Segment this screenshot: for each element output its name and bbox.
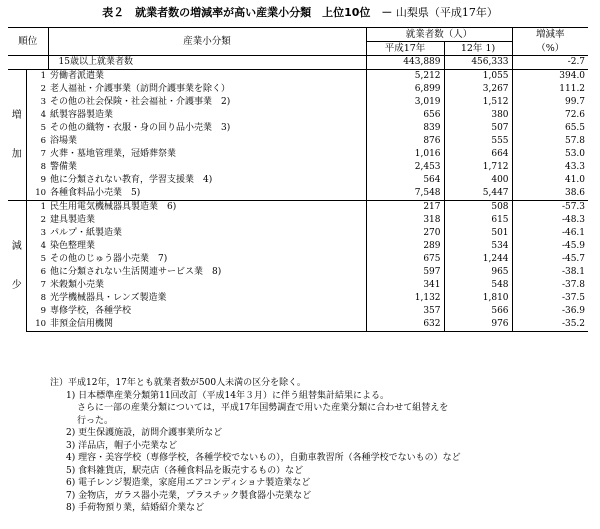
rate-cell: 38.6	[512, 187, 588, 201]
title-label: 表２ 就業者数の増減率が高い産業小分類 上位10位 －	[102, 6, 393, 19]
rate-cell: 65.5	[512, 122, 588, 135]
industry-cell: 紙製容器製造業	[50, 110, 114, 120]
rank-cell: 4	[26, 240, 48, 253]
h17-cell: 1,132	[366, 292, 444, 305]
industry-cell: パルプ・紙製造業	[50, 228, 123, 238]
h17-cell: 6,899	[366, 83, 444, 96]
industry-cell: 労働者派遣業	[48, 70, 366, 84]
group-increase-char2: 加	[11, 149, 22, 160]
rank-cell: 7	[26, 279, 48, 292]
table-row	[8, 201, 588, 215]
h17-cell: 341	[366, 279, 444, 292]
rate-cell: -46.1	[512, 227, 588, 240]
rank-cell: 9	[26, 174, 48, 187]
total-rate: -2.7	[512, 56, 588, 70]
rate-cell: -48.3	[512, 214, 588, 227]
table-row	[8, 318, 588, 332]
rate-cell: 111.2	[512, 83, 588, 96]
header-row	[8, 28, 588, 42]
industry-cell: 警備業	[50, 162, 78, 172]
industry-cell: その他のじゅう器小売業 7)	[50, 254, 168, 264]
h17-cell: 597	[366, 266, 444, 279]
group-decrease	[8, 201, 26, 332]
footnotes	[50, 377, 595, 515]
industry-cell: その他の社会保険・社会福祉・介護事業 2)	[50, 97, 231, 107]
h17-cell: 5,212	[366, 70, 444, 84]
rank-cell: 7	[26, 148, 48, 161]
rate-cell: -37.8	[512, 279, 588, 292]
h12-cell: 976	[444, 318, 512, 332]
table-row	[8, 70, 588, 84]
table-row	[8, 161, 588, 174]
table-row	[8, 148, 588, 161]
rank-cell: 3	[26, 227, 48, 240]
table-row	[8, 122, 588, 135]
h12-cell: 501	[444, 227, 512, 240]
h17-cell: 1,016	[366, 148, 444, 161]
h17-cell: 357	[366, 305, 444, 318]
industry-cell: 光学機械器具・レンズ製造業	[50, 293, 167, 303]
h12-cell: 965	[444, 266, 512, 279]
note-8: 8) 手荷物預り業，結婚紹介業など	[66, 503, 205, 513]
rate-cell: -38.1	[512, 266, 588, 279]
rank-cell: 9	[26, 305, 48, 318]
group-increase-char1: 増	[11, 110, 22, 121]
h12-cell: 507	[444, 122, 512, 135]
rank-cell: 8	[26, 161, 48, 174]
table-title	[0, 4, 600, 20]
rate-cell: 41.0	[512, 174, 588, 187]
total-row	[8, 56, 588, 70]
h12-cell: 664	[444, 148, 512, 161]
h12-cell: 1,244	[444, 253, 512, 266]
note-1-cont2: 行った。	[77, 415, 114, 426]
table-row	[8, 266, 588, 279]
note-7: 7) 金物店，ガラス器小売業，プラスチック製食器小売業など	[66, 490, 312, 501]
h12-cell: 400	[444, 174, 512, 187]
note-1: 1) 日本標準産業分類第11回改訂（平成14年３月）に伴う組替集計結果による。	[66, 390, 390, 401]
rate-cell: 53.0	[512, 148, 588, 161]
industry-cell: 染色整理業	[50, 241, 96, 251]
group-decrease-char2: 少	[11, 280, 22, 292]
h17-cell: 289	[366, 240, 444, 253]
note-5: 5) 食料雑貨店，駅売店（各種食料品を販売するもの）など	[66, 465, 304, 476]
h17-cell: 318	[366, 214, 444, 227]
h12-cell: 5,447	[444, 187, 512, 201]
data-table	[8, 27, 588, 332]
rank-cell: 6	[26, 135, 48, 148]
header-year17: 平成17年	[366, 42, 444, 56]
h12-cell: 615	[444, 214, 512, 227]
header-unit: （%）	[512, 42, 588, 56]
h17-cell: 876	[366, 135, 444, 148]
industry-cell: 非預金信用機関	[48, 318, 366, 332]
header-change: 増減率	[512, 28, 588, 42]
industry-cell: 浴場業	[50, 136, 78, 146]
table-row	[8, 187, 588, 201]
h12-cell: 555	[444, 135, 512, 148]
rank-cell: 10	[26, 187, 48, 201]
h17-cell: 839	[366, 122, 444, 135]
rank-cell: 5	[26, 122, 48, 135]
rate-cell: -37.5	[512, 292, 588, 305]
industry-cell: 米穀類小売業	[50, 280, 105, 290]
note-0: 注）平成12年，17年とも就業者数が500人未満の区分を除く。	[50, 378, 306, 388]
table-row	[8, 174, 588, 187]
industry-cell: 火葬・墓地管理業，冠婚葬祭業	[50, 149, 177, 159]
table-row	[8, 83, 588, 96]
table-row	[8, 96, 588, 109]
rank-cell: 3	[26, 96, 48, 109]
industry-cell: 専修学校，各種学校	[50, 306, 132, 316]
h12-cell: 1,512	[444, 96, 512, 109]
rate-cell: 394.0	[512, 70, 588, 84]
h17-cell: 675	[366, 253, 444, 266]
h17-cell: 3,019	[366, 96, 444, 109]
rank-cell: 8	[26, 292, 48, 305]
h12-cell: 3,267	[444, 83, 512, 96]
industry-cell: 他に分類されない生活関連サービス業 8)	[50, 267, 222, 277]
h17-cell: 270	[366, 227, 444, 240]
header-employed: 就業者数（人）	[366, 28, 512, 42]
group-decrease-char1: 減	[11, 241, 22, 253]
rank-cell: 10	[26, 318, 48, 332]
rate-cell: -36.9	[512, 305, 588, 318]
h17-cell: 217	[366, 201, 444, 215]
total-label: 15歳以上就業者数	[48, 56, 366, 70]
note-3: 3) 洋品店，帽子小売業など	[66, 440, 178, 451]
rank-cell: 1	[26, 70, 48, 84]
rate-cell: -35.2	[512, 318, 588, 332]
rate-cell: 43.3	[512, 161, 588, 174]
h17-cell: 632	[366, 318, 444, 332]
rate-cell: 72.6	[512, 109, 588, 122]
table-row	[8, 109, 588, 122]
header-rank: 順位	[8, 28, 48, 56]
h17-cell: 656	[366, 109, 444, 122]
h12-cell: 508	[444, 201, 512, 215]
rank-cell: 5	[26, 253, 48, 266]
rate-cell: 57.8	[512, 135, 588, 148]
industry-cell: 他に分類されない教育，学習支援業 4)	[50, 175, 213, 185]
industry-cell: 老人福祉・介護事業（訪問介護事業を除く）	[50, 84, 231, 94]
rate-cell: -45.7	[512, 253, 588, 266]
rank-cell: 2	[26, 214, 48, 227]
table-row	[8, 292, 588, 305]
h12-cell: 548	[444, 279, 512, 292]
note-2: 2) 更生保護施設，訪問介護事業所など	[66, 428, 223, 438]
note-1-cont: さらに一部の産業分類については，平成17年国勢調査で用いた産業分類に合わせて組替えを	[77, 403, 449, 413]
total-h17: 443,889	[366, 56, 444, 70]
rank-cell: 4	[26, 109, 48, 122]
rate-cell: 99.7	[512, 96, 588, 109]
industry-cell: その他の織物・衣服・身の回り品小売業 3)	[50, 123, 231, 133]
rank-cell: 6	[26, 266, 48, 279]
h12-cell: 534	[444, 240, 512, 253]
table-row	[8, 214, 588, 227]
h12-cell: 1,055	[444, 70, 512, 84]
h12-cell: 1,810	[444, 292, 512, 305]
h12-cell: 1,712	[444, 161, 512, 174]
header-year12: 12年 1)	[444, 42, 512, 56]
note-6: 6) 電子レンジ製造業，家庭用エアコンディショナ製造業など	[66, 478, 311, 488]
table-row	[8, 135, 588, 148]
note-4: 4) 理容・美容学校（専修学校，各種学校でないもの），自動車教習所（各種学校でないもの）など	[66, 453, 461, 463]
total-h12: 456,333	[444, 56, 512, 70]
industry-cell: 各種食料品小売業 5)	[50, 188, 141, 198]
rate-cell: -57.3	[512, 201, 588, 215]
title-suffix: 山梨県（平成17年）	[395, 6, 498, 19]
rank-cell: 1	[26, 201, 48, 215]
table-row	[8, 305, 588, 318]
rank-cell: 2	[26, 83, 48, 96]
table-row	[8, 253, 588, 266]
h17-cell: 2,453	[366, 161, 444, 174]
industry-cell: 建具製造業	[50, 215, 96, 225]
h12-cell: 380	[444, 109, 512, 122]
rate-cell: -45.9	[512, 240, 588, 253]
group-increase	[8, 70, 26, 201]
h12-cell: 566	[444, 305, 512, 318]
header-industry: 産業小分類	[48, 28, 366, 56]
h17-cell: 7,548	[366, 187, 444, 201]
table-row	[8, 227, 588, 240]
industry-cell: 民生用電気機械器具製造業 6)	[48, 201, 366, 215]
h17-cell: 564	[366, 174, 444, 187]
table-row	[8, 279, 588, 292]
table-row	[8, 240, 588, 253]
